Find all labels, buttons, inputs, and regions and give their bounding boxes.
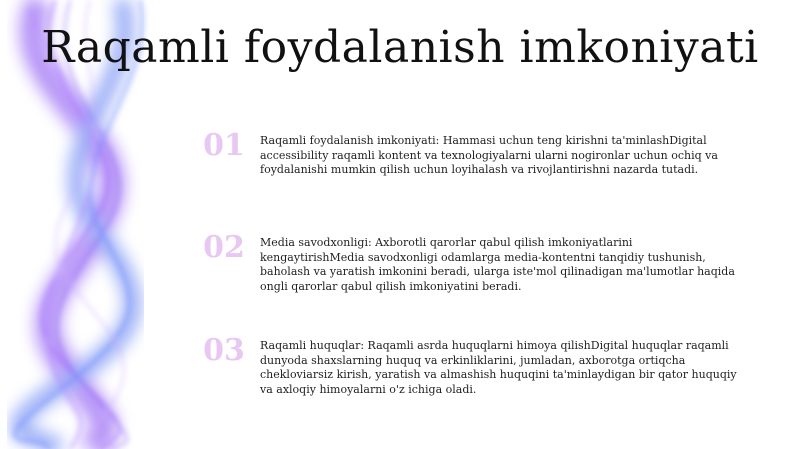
item-number: 01 — [203, 128, 245, 163]
item-number: 02 — [203, 230, 245, 265]
item-text: Media savodxonligi: Axborotli qarorlar qabul qilish imkoniyatlarini kengaytirishMedia savodxonligi odamlarga media-kontentni tanqidiy tushunish, baholash va yaratish imkonini beradi, ularga iste'mol qilinadigan ma'lumotlar haqida ongli qarorlar qabul qilish imkoniyatini beradi. — [260, 236, 735, 293]
item-text: Raqamli huquqlar: Raqamli asrda huquqlarni himoya qilishDigital huquqlar raqamli dunyoda shaxslarning huquq va erkinliklarini, jumladan, axborotga ortiqcha chekloviarsiz kirish, yaratish va almashish huquqini ta'minlaydigan bir qator huquqiy va axloqiy himoyalarni o'z ichiga oladi. — [260, 339, 737, 396]
item-number: 03 — [203, 333, 245, 368]
slide-title: Raqamli foydalanish imkoniyati — [41, 22, 759, 73]
item-text: Raqamli foydalanish imkoniyati: Hammasi uchun teng kirishni ta'minlashDigital accessibility raqamli kontent va texnologiyalarni ularni nogironlar uchun ochiq va foydalanishi mumkin qilish uchun loyihalash va rivojlantirishni nazarda tutadi. — [260, 134, 718, 176]
